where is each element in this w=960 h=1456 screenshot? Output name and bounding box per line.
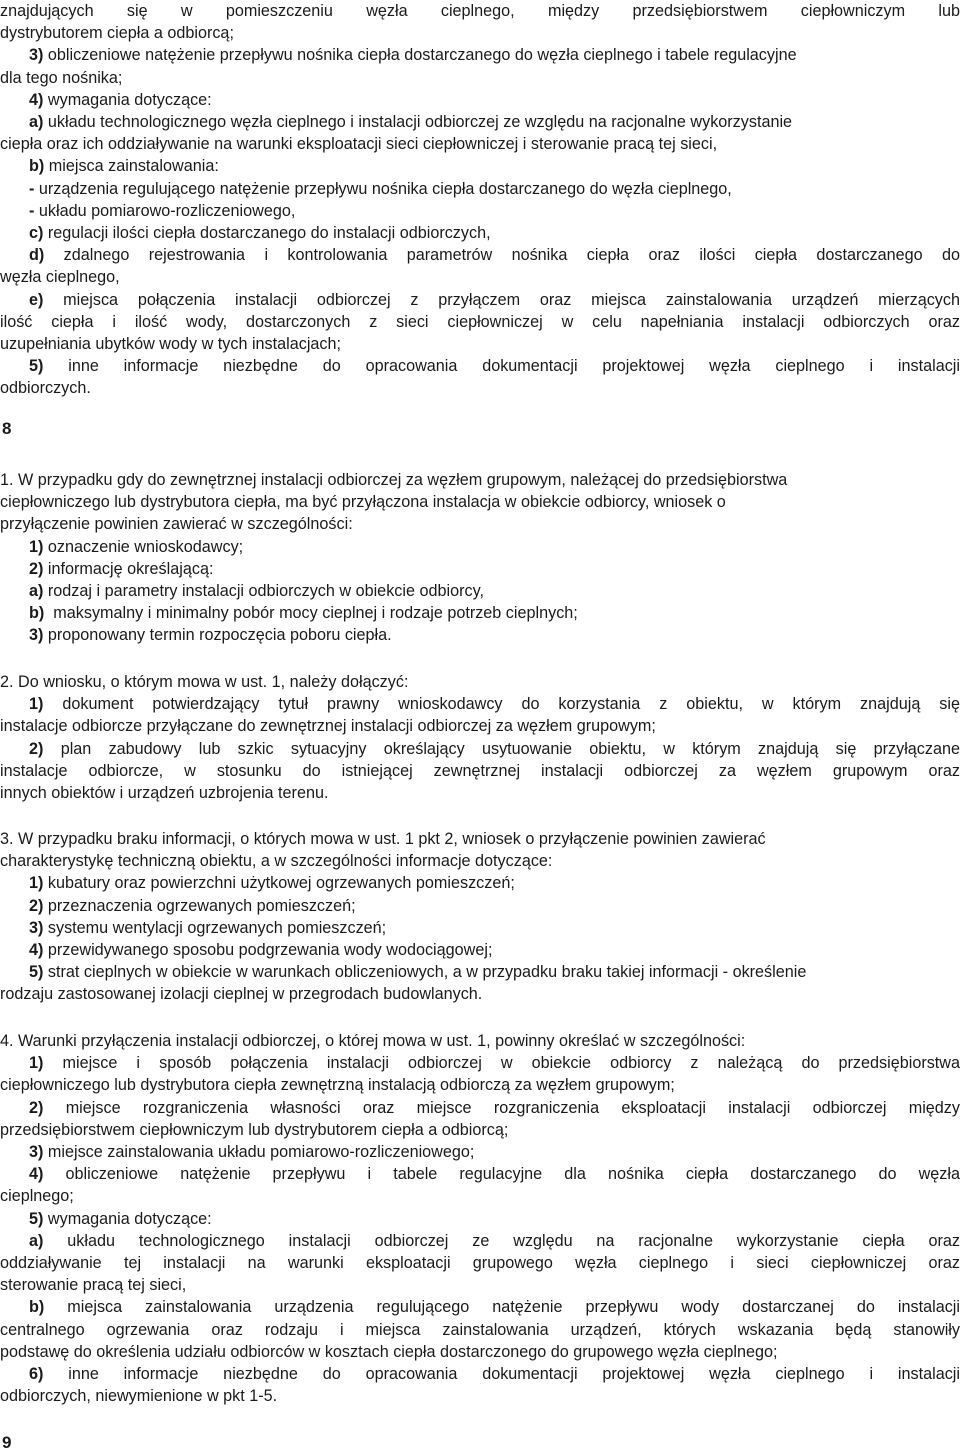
item-label: 2) xyxy=(29,559,44,578)
line-text: inne informacje niezbędne do opracowania dokumentacji projektowej węzła cieplnego i instalacji xyxy=(43,357,960,376)
line-text: maksymalny i minimalny pobór mocy cieplnej i rodzaje potrzeb cieplnych; xyxy=(44,604,578,623)
text-line xyxy=(0,782,960,804)
line-text: rodzaj i parametry instalacji odbiorczych w obiekcie odbiorcy, xyxy=(43,582,484,601)
line-text: systemu wentylacji ogrzewanych pomieszczeń; xyxy=(43,918,387,937)
item-label: 2) xyxy=(29,896,44,915)
line-text: podstawę do określenia udziału odbiorców w kosztach ciepła dostarczonego do grupowego węzła cieplnego; xyxy=(0,1342,778,1361)
item-label: 1) xyxy=(29,537,44,556)
item-label: d) xyxy=(29,246,45,265)
item-label: 2) xyxy=(29,739,44,758)
text-line xyxy=(0,1052,960,1074)
line-text: układu technologicznego instalacji odbiorczej ze względu na racjonalne wykorzystanie ciepła oraz xyxy=(43,1231,960,1250)
line-text: 2. Do wniosku, o którym mowa w ust. 1, należy dołączyć: xyxy=(0,673,409,691)
item-label: 2) xyxy=(29,1098,44,1117)
line-text: instalacje odbiorcze przyłączane do zewnętrznej instalacji odbiorczej za węzłem grupowym; xyxy=(0,717,656,736)
line-text: charakterystykę techniczną obiektu, a w szczególności informacje dotyczące: xyxy=(0,852,553,871)
item-label: a) xyxy=(29,582,44,601)
text-line xyxy=(0,1385,960,1407)
text-line xyxy=(0,178,960,200)
line-text: przewidywanego sposobu podgrzewania wody wodociągowej; xyxy=(43,941,493,960)
text-line xyxy=(0,513,960,535)
text-line xyxy=(0,1363,960,1385)
text-line xyxy=(0,1230,960,1252)
line-text: 3. W przypadku braku informacji, o których mowa w ust. 1 pkt 2, wniosek o przyłączenie powinien zawierać xyxy=(0,830,766,848)
item-label: 4) xyxy=(29,1165,44,1184)
text-line xyxy=(0,872,960,894)
section-8-point-1 xyxy=(0,469,960,647)
text-line xyxy=(0,895,960,917)
section-7-continued xyxy=(0,0,960,400)
text-line xyxy=(0,491,960,513)
line-text: uzupełniania ubytków wody w tych instalacjach; xyxy=(0,335,342,354)
line-text: sterowanie pracą tej sieci, xyxy=(0,1276,187,1295)
line-text: przeznaczenia ogrzewanych pomieszczeń; xyxy=(43,896,356,915)
line-text: wymagania dotyczące: xyxy=(43,1209,212,1228)
text-line xyxy=(0,1274,960,1296)
line-text: obliczeniowe natężenie przepływu i tabele regulacyjne dla nośnika ciepła dostarczanego do węzła xyxy=(43,1165,960,1184)
text-line xyxy=(0,939,960,961)
line-text: rodzaju zastosowanej izolacji cieplnej w przegrodach budowlanych. xyxy=(0,985,483,1004)
text-line xyxy=(0,1185,960,1207)
item-label: 6) xyxy=(29,1365,44,1384)
line-text: oddziaływanie tej instalacji na warunki eksploatacji grupowego węzła cieplnego i sieci ciepłowniczej oraz xyxy=(0,1254,960,1273)
text-line xyxy=(0,1097,960,1119)
text-line xyxy=(0,602,960,624)
text-line xyxy=(0,624,960,646)
item-label: 1) xyxy=(29,1054,44,1073)
section-number-9: 9 xyxy=(2,1433,12,1452)
text-line xyxy=(0,917,960,939)
text-line xyxy=(0,1074,960,1096)
text-line xyxy=(0,1252,960,1274)
line-text: kubatury oraz powierzchni użytkowej ogrzewanych pomieszczeń; xyxy=(43,874,515,893)
line-text: centralnego ogrzewania oraz rodzaju i miejsca zainstalowania urządzeń, których wskazania będą stanowiły xyxy=(0,1320,960,1339)
text-line xyxy=(0,222,960,244)
text-line xyxy=(0,0,960,22)
text-line xyxy=(0,155,960,177)
text-line xyxy=(0,469,960,491)
line-text: inne informacje niezbędne do opracowania dokumentacji projektowej węzła cieplnego i instalacji xyxy=(43,1365,960,1384)
line-text: miejsca zainstalowania urządzenia regulującego natężenie przepływu wody dostarczanej do instalacji xyxy=(44,1298,960,1317)
line-text: odbiorczych. xyxy=(0,379,91,398)
text-line xyxy=(0,715,960,737)
text-line xyxy=(0,355,960,377)
text-line xyxy=(0,536,960,558)
text-line xyxy=(0,89,960,111)
line-text: przyłączenie powinien zawierać w szczególności: xyxy=(0,515,353,534)
item-label: 5) xyxy=(29,963,44,982)
item-label: - xyxy=(29,201,35,220)
text-line xyxy=(0,289,960,311)
line-text: miejsca zainstalowania: xyxy=(44,157,219,176)
text-line xyxy=(0,133,960,155)
text-line xyxy=(0,1030,960,1052)
line-text: instalacje odbiorcze, w stosunku do istniejącej zewnętrznej instalacji odbiorczej za węzłem grupowym oraz xyxy=(0,761,960,780)
line-text: dokument potwierdzający tytuł prawny wnioskodawcy do korzystania z obiektu, w którym znajdują się xyxy=(43,695,960,714)
line-text: dla tego nośnika; xyxy=(0,68,123,87)
section-8-point-4 xyxy=(0,1030,960,1407)
text-line xyxy=(0,44,960,66)
item-label: b) xyxy=(29,1298,45,1317)
line-text: miejsce rozgraniczenia własności oraz miejsce rozgraniczenia eksploatacji instalacji odbiorczej między xyxy=(43,1098,960,1117)
item-label: b) xyxy=(29,157,45,176)
item-label: a) xyxy=(29,1231,44,1250)
item-label: e) xyxy=(29,290,44,309)
text-line xyxy=(0,580,960,602)
text-line xyxy=(0,1341,960,1363)
text-line xyxy=(0,111,960,133)
line-text: miejsca połączenia instalacji odbiorczej z przyłączem oraz miejsca zainstalowania urządzeń mierzących xyxy=(43,290,960,309)
item-label: 3) xyxy=(29,626,44,645)
line-text: innych obiektów i urządzeń uzbrojenia terenu. xyxy=(0,784,329,803)
line-text: 1. W przypadku gdy do zewnętrznej instalacji odbiorczej za węzłem grupowym, należącej do przedsiębiorstwa xyxy=(0,471,788,489)
line-text: miejsce i sposób połączenia instalacji odbiorczej w obiekcie odbiorcy z należącą do przedsiębiorstwa xyxy=(43,1054,960,1073)
line-text: ilość ciepła i ilość wody, dostarczonych z sieci ciepłowniczej w celu napełniania instalacji odbiorczych oraz xyxy=(0,312,960,331)
section-8-point-3 xyxy=(0,828,960,1006)
text-line xyxy=(0,1163,960,1185)
item-label: 3) xyxy=(29,918,44,937)
text-line xyxy=(0,377,960,399)
item-label: 5) xyxy=(29,1209,44,1228)
line-text: regulacji ilości ciepła dostarczanego do instalacji odbiorczych, xyxy=(43,224,491,243)
text-line xyxy=(0,558,960,580)
section-number-8: 8 xyxy=(2,419,12,438)
line-text: ciepła oraz ich oddziaływanie na warunki eksploatacji sieci ciepłowniczej i sterowanie pracą tej sieci, xyxy=(0,135,718,154)
item-label: c) xyxy=(29,224,44,243)
text-line xyxy=(0,1141,960,1163)
line-text: znajdujących się w pomieszczeniu węzła cieplnego, między przedsiębiorstwem ciepłowniczym lub xyxy=(0,2,960,20)
line-text: wymagania dotyczące: xyxy=(43,90,212,109)
item-label: b) xyxy=(29,604,45,623)
text-line xyxy=(0,266,960,288)
line-text: węzła cieplnego, xyxy=(0,268,120,287)
item-label: - xyxy=(29,179,35,198)
item-label: 3) xyxy=(29,1143,44,1162)
text-line xyxy=(0,1319,960,1341)
text-line xyxy=(0,671,960,693)
line-text: przedsiębiorstwem ciepłowniczym lub dystrybutorem ciepła a odbiorcą; xyxy=(0,1120,509,1139)
item-label: 3) xyxy=(29,46,44,65)
line-text: oznaczenie wnioskodawcy; xyxy=(43,537,244,556)
item-label: a) xyxy=(29,113,44,132)
line-text: informację określającą: xyxy=(43,559,214,578)
text-line xyxy=(0,244,960,266)
line-text: odbiorczych, niewymienione w pkt 1-5. xyxy=(0,1387,278,1406)
line-text: 4. Warunki przyłączenia instalacji odbiorczej, o której mowa w ust. 1, powinny określać w szczególności: xyxy=(0,1032,746,1050)
text-line xyxy=(0,738,960,760)
text-line xyxy=(0,1208,960,1230)
text-line xyxy=(0,311,960,333)
line-text: plan zabudowy lub szkic sytuacyjny określający usytuowanie obiektu, w którym znajdują się przyłączane xyxy=(43,739,960,758)
text-line xyxy=(0,693,960,715)
text-line xyxy=(0,828,960,850)
text-line xyxy=(0,850,960,872)
line-text: ciepłowniczego lub dystrybutora ciepła zewnętrzną instalacją odbiorczą za węzłem grupowym; xyxy=(0,1076,675,1095)
item-label: 4) xyxy=(29,941,44,960)
text-line xyxy=(0,1296,960,1318)
item-label: 5) xyxy=(29,357,44,376)
text-line xyxy=(0,983,960,1005)
text-line xyxy=(0,67,960,89)
line-text: dystrybutorem ciepła a odbiorcą; xyxy=(0,24,234,43)
text-line xyxy=(0,760,960,782)
line-text: proponowany termin rozpoczęcia poboru ciepła. xyxy=(43,626,392,645)
item-label: 4) xyxy=(29,90,44,109)
line-text: strat cieplnych w obiekcie w warunkach obliczeniowych, a w przypadku braku takiej informacji - określenie xyxy=(43,963,807,982)
item-label: 1) xyxy=(29,874,44,893)
line-text: zdalnego rejestrowania i kontrolowania parametrów nośnika ciepła oraz ilości ciepła dostarczanego do xyxy=(44,246,960,265)
item-label: 1) xyxy=(29,695,44,714)
text-line xyxy=(0,1119,960,1141)
line-text: ciepłowniczego lub dystrybutora ciepła, ma być przyłączona instalacja w obiekcie odbiorcy, wniosek o xyxy=(0,493,726,512)
line-text: miejsce zainstalowania układu pomiarowo-rozliczeniowego; xyxy=(43,1143,475,1162)
line-text: układu technologicznego węzła cieplnego i instalacji odbiorczej ze względu na racjonalne wykorzystanie xyxy=(43,113,793,132)
text-line xyxy=(0,200,960,222)
text-line xyxy=(0,22,960,44)
line-text: obliczeniowe natężenie przepływu nośnika ciepła dostarczanego do węzła cieplnego i tabele regulacyjne xyxy=(43,46,797,65)
line-text: układu pomiarowo-rozliczeniowego, xyxy=(34,201,296,220)
text-line xyxy=(0,333,960,355)
line-text: urządzenia regulującego natężenie przepływu nośnika ciepła dostarczanego do węzła cieplnego, xyxy=(34,179,732,198)
section-8-point-2 xyxy=(0,671,960,804)
line-text: cieplnego; xyxy=(0,1187,74,1206)
text-line xyxy=(0,961,960,983)
